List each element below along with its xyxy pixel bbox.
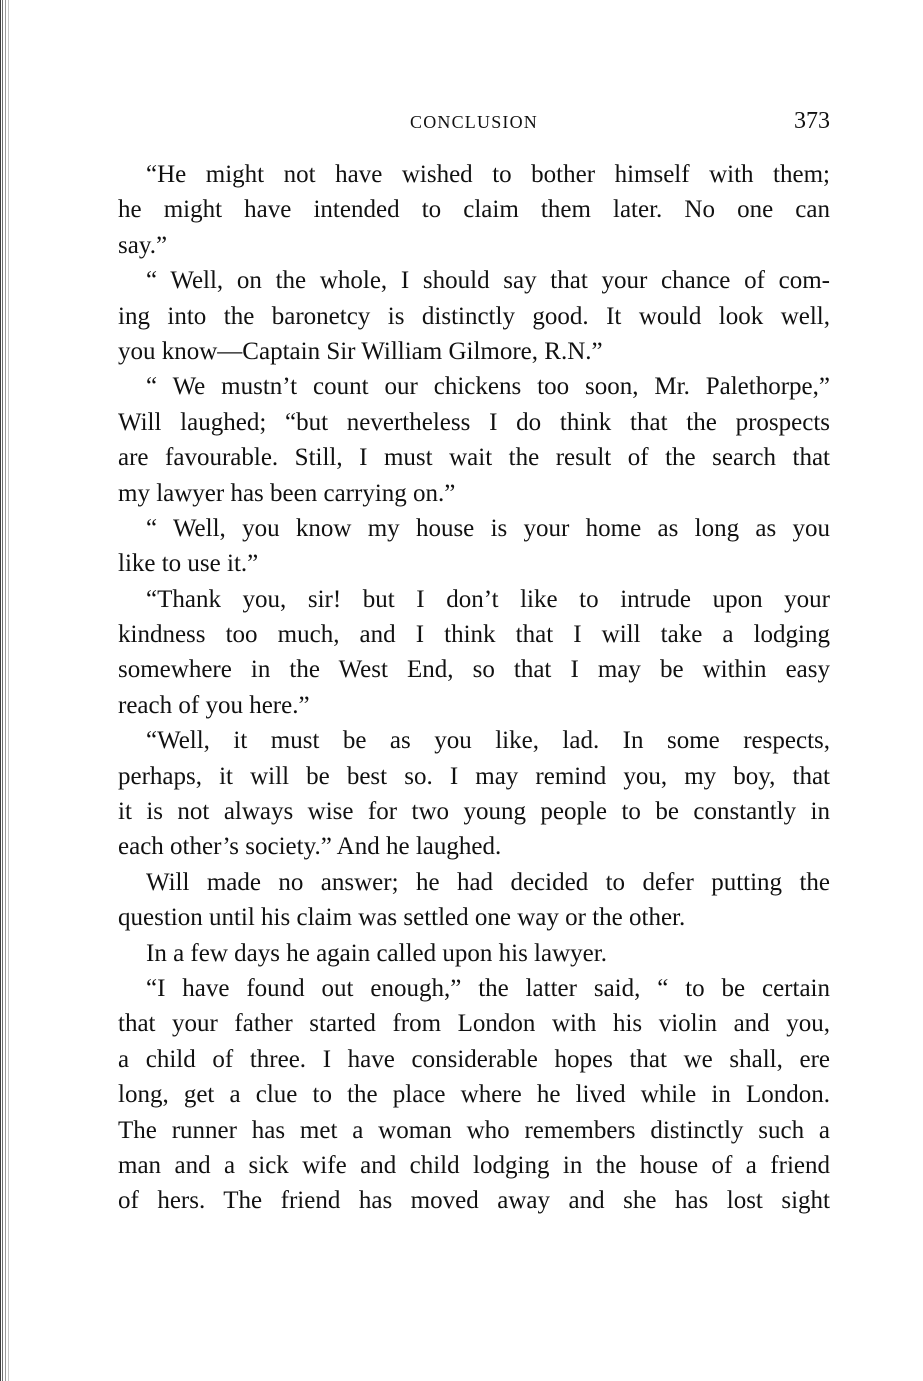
page-number: 373 bbox=[794, 108, 830, 134]
text-line: “Thank you, sir! but I don’t like to intrude upon your bbox=[146, 585, 830, 613]
text-line: he might have intended to claim them later. No one can bbox=[118, 196, 830, 224]
text-line: “I have found out enough,” the latter said, “ to be certain bbox=[146, 974, 830, 1002]
text-line: Will made no answer; he had decided to defer putting the bbox=[146, 868, 830, 896]
text-line: say.” bbox=[118, 231, 168, 259]
running-title: CONCLUSION bbox=[409, 112, 538, 132]
text-line: like to use it.” bbox=[118, 550, 259, 578]
text-line: long, get a clue to the place where he lived while in London. bbox=[118, 1081, 830, 1109]
text-line: my lawyer has been carrying on.” bbox=[118, 479, 456, 507]
text-line: reach of you here.” bbox=[118, 691, 310, 719]
text-line: Will laughed; “but nevertheless I do think that the prospects bbox=[118, 408, 830, 436]
text-line: kindness too much, and I think that I will take a lodging bbox=[118, 621, 830, 649]
text-line: “ Well, you know my house is your home as long as you bbox=[146, 514, 830, 542]
text-line: somewhere in the West End, so that I may be within easy bbox=[118, 656, 830, 684]
text-line: perhaps, it will be best so. I may remind you, my boy, that bbox=[118, 762, 830, 790]
body-text bbox=[118, 157, 830, 1219]
binding-edge bbox=[0, 0, 14, 1381]
text-line: The runner has met a woman who remembers distinctly such a bbox=[118, 1116, 830, 1144]
text-line: of hers. The friend has moved away and she has lost sight bbox=[118, 1187, 830, 1215]
page-header bbox=[118, 110, 830, 140]
text-line: each other’s society.” And he laughed. bbox=[118, 833, 502, 861]
text-line: that your father started from London with his violin and you, bbox=[118, 1010, 830, 1038]
text-line: you know—Captain Sir William Gilmore, R.N.” bbox=[118, 337, 603, 365]
text-line: “Well, it must be as you like, lad. In some respects, bbox=[146, 727, 830, 755]
text-line: “He might not have wished to bother himself with them; bbox=[146, 161, 830, 188]
text-line: a child of three. I have considerable hopes that we shall, ere bbox=[118, 1045, 830, 1073]
text-line: In a few days he again called upon his lawyer. bbox=[146, 939, 607, 967]
text-line: question until his claim was settled one way or the other. bbox=[118, 904, 686, 932]
text-line: “ We mustn’t count our chickens too soon, Mr. Palethorpe,” bbox=[146, 373, 830, 401]
text-line: it is not always wise for two young people to be constantly in bbox=[118, 798, 830, 826]
text-line: man and a sick wife and child lodging in the house of a friend bbox=[118, 1151, 830, 1179]
text-line: ing into the baronetcy is distinctly good. It would look well, bbox=[118, 302, 830, 330]
text-line: “ Well, on the whole, I should say that your chance of com- bbox=[146, 267, 830, 295]
text-line: are favourable. Still, I must wait the result of the search that bbox=[118, 444, 830, 472]
